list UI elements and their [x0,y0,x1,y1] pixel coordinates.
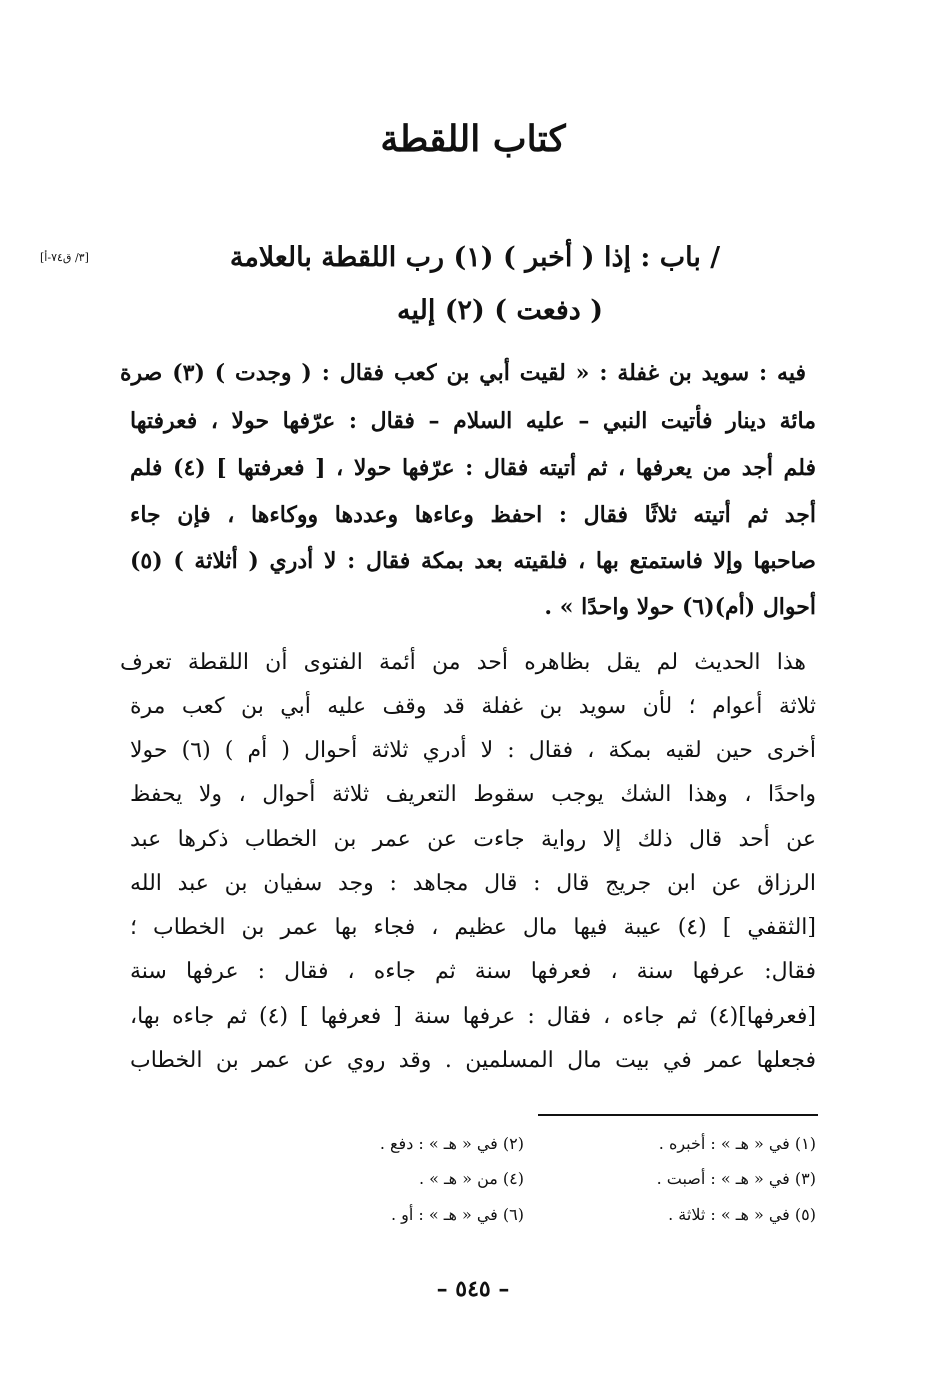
text-line: مائة دينار فأتيت النبي – عليه السلام – فقال : عرّفها حولا ، فعرفتها [130,408,816,434]
footnote-3: (٣) في « هـ » : أصبت . [656,1169,816,1188]
text-line: أجد ثم أتيته ثلاثًا فقال : احفظ وعاءها وعددها ووكاءها ، فإن جاء [130,502,816,528]
page-number: – ٥٤٥ – [436,1276,510,1302]
text-line: عن أحد قال ذلك إلا رواية جاءت عن عمر بن الخطاب ذكرها عبد [130,827,816,852]
text-line: أحوال (أم)(٦) حولا واحدًا » . [544,594,816,620]
text-line: أخرى حين لقيه بمكة ، فقال : لا أدري ثلاثة أحوال ( أم ) (٦) حولا [130,738,816,763]
chapter-title: كتاب اللقطة [380,118,566,160]
text-line: فلم أجد من يعرفها ، ثم أتيته فقال : عرّفها حولا ، [ فعرفتها ] (٤) فلم [130,455,817,481]
text-line: صاحبها وإلا فاستمتع بها ، فلقيته بعد بمكة فقال : لا أدري ( أثلاثة ) (٥) [130,548,816,574]
footnote-2: (٢) في « هـ » : دفع . [379,1134,524,1153]
text-line: [فعرفها](٤) ثم جاءه ، فقال : عرفها سنة [ فعرفها ] (٤) ثم جاءه بها، [130,1004,816,1029]
text-line: ثلاثة أعوام ؛ لأن سويد بن غفلة قد وقف عليه أبي بن كعب مرة [130,694,816,719]
text-line: فيه : سويد بن غفلة : « لقيت أبي بن كعب فقال : ( وجدت ) (٣) صرة [120,360,806,386]
text-line: هذا الحديث لم يقل بظاهره أحد من أئمة الفتوى أن اللقطة تعرف [120,650,806,675]
text-line: واحدًا ، وهذا الشك يوجب سقوط التعريف ثلاثة أحوال ، ولا يحفظ [130,782,816,807]
footnote-separator [538,1114,818,1116]
margin-reference: [٣/ ق٧٤-أ] [40,251,89,264]
text-line: [الثقفي ] (٤) عيبة فيها مال عظيم ، فجاء بها عمر بن الخطاب ؛ [130,915,816,940]
section-heading-line-2: ( دفعت ) (٢) إليه [396,295,604,326]
footnote-5: (٥) في « هـ » : ثلاثة . [668,1205,816,1224]
text-line: فجعلها عمر في بيت مال المسلمين . وقد روي عن عمر بن الخطاب [130,1048,816,1073]
footnote-1: (١) في « هـ » : أخبره . [658,1134,816,1153]
footnote-6: (٦) في « هـ » : أو . [390,1205,524,1224]
section-heading-line-1: / باب : إذا ( أخبر ) (١) رب اللقطة بالعلامة [229,242,721,273]
footnote-4: (٤) من « هـ » . [418,1169,524,1188]
text-line: الرزاق عن ابن جريج قال : قال مجاهد : وجد سفيان بن عبد الله [130,871,816,896]
text-line: فقال: عرفها سنة ، فعرفها سنة ثم جاءه ، فقال : عرفها سنة [130,959,816,984]
